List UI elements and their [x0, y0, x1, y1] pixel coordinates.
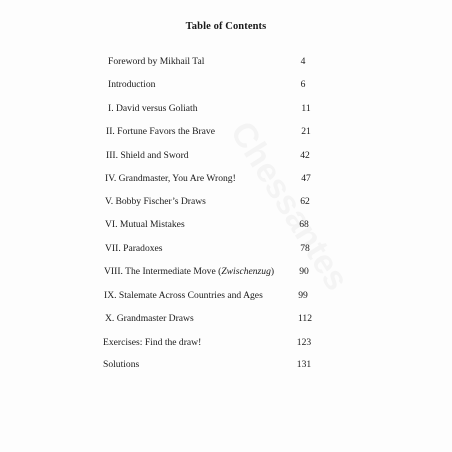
toc-entry	[0, 149, 452, 163]
toc-entry	[0, 242, 452, 256]
toc-entry-label-italic: Zwischenzug	[221, 266, 271, 277]
toc-entry	[0, 312, 452, 326]
toc-entry	[0, 195, 452, 209]
toc-entry-label-prefix: VIII. The Intermediate Move (	[104, 266, 222, 277]
toc-entry-page: 6	[300, 79, 306, 90]
toc-entry	[0, 125, 452, 139]
toc-entry	[0, 336, 452, 350]
toc-entry-label: X. Grandmaster Draws	[105, 313, 194, 324]
toc-entry-label: Introduction	[108, 79, 156, 90]
toc-entry	[0, 102, 452, 116]
toc-entry-page: 78	[300, 243, 310, 254]
toc-entry	[0, 78, 452, 92]
toc-entry	[0, 265, 452, 279]
toc-entry-page: 47	[301, 173, 311, 184]
toc-entry-label: VII. Paradoxes	[105, 243, 163, 254]
toc-entry-page: 112	[297, 313, 313, 324]
toc-entry-label: IV. Grandmaster, You Are Wrong!	[105, 173, 236, 184]
toc-entry	[0, 55, 452, 69]
toc-entry-page: 68	[299, 219, 309, 230]
toc-entry-label: VI. Mutual Mistakes	[105, 219, 185, 230]
toc-entry	[0, 172, 452, 186]
toc-entry-page: 99	[298, 290, 308, 301]
toc-entry-page: 90	[299, 266, 309, 277]
toc-entry	[0, 358, 452, 372]
toc-entry-label: I. David versus Goliath	[108, 103, 198, 114]
toc-entry-page: 123	[296, 337, 312, 348]
toc-entry-page: 62	[300, 196, 310, 207]
toc-entry-page: 131	[296, 359, 312, 370]
toc-entry-label: II. Fortune Favors the Brave	[106, 126, 215, 137]
toc-entry-page: 21	[301, 126, 311, 137]
toc-entry-label: Exercises: Find the draw!	[103, 337, 202, 348]
toc-entry-label: Solutions	[103, 359, 140, 370]
toc-entry-page: 11	[301, 103, 311, 114]
toc-entry-label: Foreword by Mikhail Tal	[108, 56, 205, 67]
page-title: Table of Contents	[185, 21, 267, 32]
toc-entry-page: 42	[300, 150, 310, 161]
toc-entry-label-suffix: )	[270, 266, 275, 277]
toc-entry-label: V. Bobby Fischer’s Draws	[105, 196, 206, 207]
toc-entry-label: IX. Stalemate Across Countries and Ages	[104, 290, 263, 301]
toc-entry	[0, 289, 452, 303]
toc-entry	[0, 218, 452, 232]
toc-entry-label: III. Shield and Sword	[106, 150, 189, 161]
toc-entry-page: 4	[300, 56, 306, 67]
toc-entry-label	[104, 265, 274, 279]
